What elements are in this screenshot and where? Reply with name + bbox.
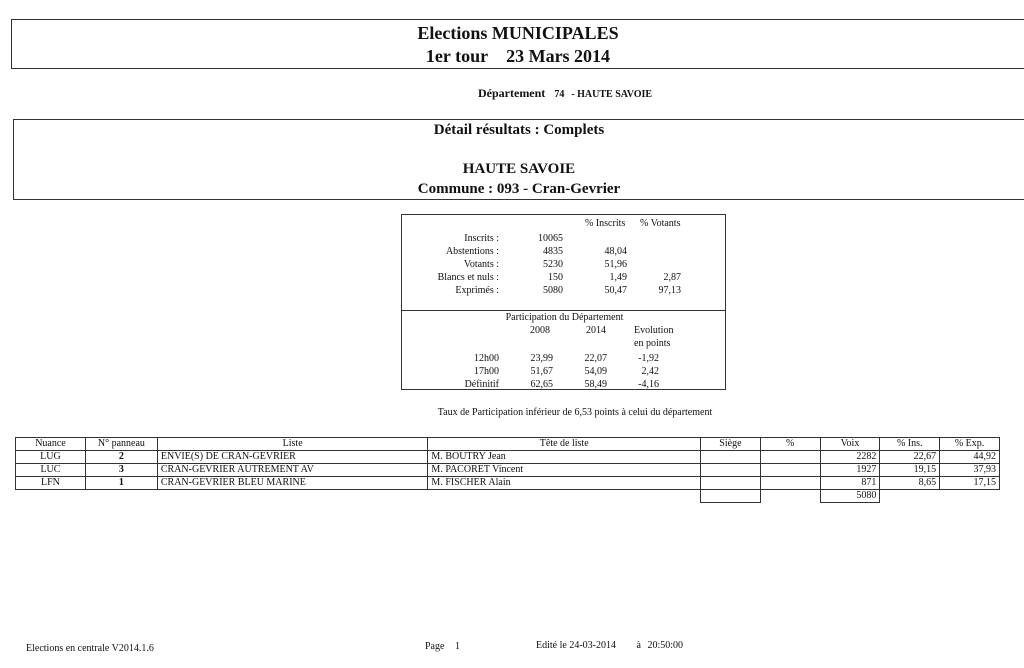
th-tete: Tête de liste <box>428 438 701 451</box>
th-voix: Voix <box>820 438 880 451</box>
cell-siege <box>701 464 761 477</box>
footer-at-label: à <box>636 640 641 651</box>
stats-value: 10065 <box>538 233 563 244</box>
participation-row <box>457 365 661 378</box>
col-pct-votants: % Votants <box>640 218 681 229</box>
stats-label: Abstentions : <box>445 246 499 257</box>
footer-edited-label: Edité le <box>536 640 567 651</box>
cell-nuance: LFN <box>16 477 86 490</box>
table-row <box>16 464 1000 477</box>
cell-liste: CRAN-GEVRIER BLEU MARINE <box>157 477 428 490</box>
footer-page-label: Page <box>425 641 445 652</box>
participation-2008: 23,99 <box>530 353 553 364</box>
cell-voix: 871 <box>820 477 880 490</box>
participation-evolution: 2,42 <box>641 366 659 377</box>
col-evolution-2: en points <box>634 338 671 349</box>
footer-app: Elections en centrale V2014.1.6 <box>26 643 154 654</box>
stats-table <box>422 232 683 297</box>
cell-pct-exp: 44,92 <box>940 451 1000 464</box>
stats-label: Votants : <box>463 259 499 270</box>
th-pct-ins: % Ins. <box>880 438 940 451</box>
stats-row <box>422 258 683 271</box>
cell-pct-ins: 22,67 <box>880 451 940 464</box>
stats-label: Inscrits : <box>464 233 499 244</box>
stats-pct-inscrits: 51,96 <box>604 259 627 270</box>
results-table <box>15 437 1000 503</box>
participation-2014: 54,09 <box>584 366 607 377</box>
stats-pct-votants <box>629 232 683 245</box>
detail-box <box>13 119 1024 200</box>
cell-nuance: LUG <box>16 451 86 464</box>
region-name: HAUTE SAVOIE <box>462 161 576 177</box>
table-row <box>16 477 1000 490</box>
footer-edited-time: 20:50:00 <box>647 640 684 651</box>
cell-panneau: 2 <box>85 451 157 464</box>
stats-pct-votants: 2,87 <box>663 272 681 283</box>
stats-divider <box>402 310 725 311</box>
cell-pct <box>760 451 820 464</box>
stats-label: Blancs et nuls : <box>437 272 499 283</box>
cell-tete: M. FISCHER Alain <box>428 477 701 490</box>
cell-voix: 2282 <box>820 451 880 464</box>
th-pct: % <box>760 438 820 451</box>
stats-pct-inscrits: 1,49 <box>609 272 627 283</box>
election-date: 23 Mars 2014 <box>506 46 611 66</box>
cell-panneau: 1 <box>85 477 157 490</box>
cell-panneau: 3 <box>85 464 157 477</box>
footer-page-number: 1 <box>454 641 460 652</box>
stats-pct-inscrits <box>565 232 629 245</box>
stats-pct-votants <box>629 258 683 271</box>
total-siege <box>701 490 761 503</box>
round-date <box>12 46 1024 67</box>
cell-pct-ins: 8,65 <box>880 477 940 490</box>
title-box <box>11 19 1024 69</box>
footer-edited <box>536 640 683 651</box>
departement-name: - HAUTE SAVOIE <box>571 89 653 100</box>
col-evolution: Evolution <box>634 325 674 336</box>
cell-nuance: LUC <box>16 464 86 477</box>
stats-label: Exprimés : <box>455 285 499 296</box>
cell-pct-exp: 17,15 <box>940 477 1000 490</box>
cell-voix: 1927 <box>820 464 880 477</box>
cell-siege <box>701 477 761 490</box>
stats-value: 150 <box>548 272 563 283</box>
results-total-row <box>16 490 1000 503</box>
stats-box <box>401 214 726 390</box>
cell-tete: M. PACORET Vincent <box>428 464 701 477</box>
participation-2014: 58,49 <box>584 379 607 390</box>
participation-note: Taux de Participation inférieur de 6,53 points à celui du département <box>437 407 713 418</box>
stats-row <box>422 232 683 245</box>
participation-row <box>457 352 661 365</box>
detail-title: Détail résultats : Complets <box>433 122 605 138</box>
stats-pct-inscrits: 50,47 <box>604 285 627 296</box>
stats-row <box>422 245 683 258</box>
cell-pct <box>760 464 820 477</box>
stats-value: 4835 <box>543 246 563 257</box>
col-pct-inscrits: % Inscrits <box>585 218 626 229</box>
th-panneau: N° panneau <box>85 438 157 451</box>
footer-edited-date: 24-03-2014 <box>569 640 616 651</box>
participation-2008: 51,67 <box>530 366 553 377</box>
participation-row <box>457 378 661 391</box>
participation-label: Définitif <box>464 379 499 390</box>
participation-table <box>457 352 661 391</box>
cell-siege <box>701 451 761 464</box>
stats-row <box>422 284 683 297</box>
cell-liste: CRAN-GEVRIER AUTREMENT AV <box>157 464 428 477</box>
departement-code: 74 <box>554 89 565 100</box>
stats-value: 5080 <box>543 285 563 296</box>
stats-row <box>422 271 683 284</box>
commune-name: Commune : 093 - Cran-Gevrier <box>417 181 621 197</box>
participation-title: Participation du Département <box>505 312 624 323</box>
stats-pct-inscrits: 48,04 <box>604 246 627 257</box>
total-voix: 5080 <box>820 490 880 503</box>
participation-2008: 62,65 <box>530 379 553 390</box>
footer-page <box>425 641 460 652</box>
stats-pct-votants: 97,13 <box>658 285 681 296</box>
page-title: Elections MUNICIPALES <box>417 23 619 43</box>
th-siege: Siège <box>701 438 761 451</box>
cell-pct-ins: 19,15 <box>880 464 940 477</box>
col-2014: 2014 <box>586 325 606 336</box>
col-2008: 2008 <box>530 325 550 336</box>
stats-pct-votants <box>629 245 683 258</box>
round-label: 1er tour <box>425 46 489 66</box>
th-pct-exp: % Exp. <box>940 438 1000 451</box>
cell-tete: M. BOUTRY Jean <box>428 451 701 464</box>
participation-evolution: -4,16 <box>638 379 659 390</box>
results-header <box>16 438 1000 451</box>
cell-pct-exp: 37,93 <box>940 464 1000 477</box>
cell-pct <box>760 477 820 490</box>
participation-2014: 22,07 <box>584 353 607 364</box>
cell-liste: ENVIE(S) DE CRAN-GEVRIER <box>157 451 428 464</box>
table-row <box>16 451 1000 464</box>
participation-evolution: -1,92 <box>638 353 659 364</box>
departement-label: Département <box>478 86 546 100</box>
th-nuance: Nuance <box>16 438 86 451</box>
departement-line <box>478 86 652 101</box>
participation-label: 17h00 <box>474 366 499 377</box>
stats-value: 5230 <box>543 259 563 270</box>
th-liste: Liste <box>157 438 428 451</box>
participation-label: 12h00 <box>474 353 499 364</box>
